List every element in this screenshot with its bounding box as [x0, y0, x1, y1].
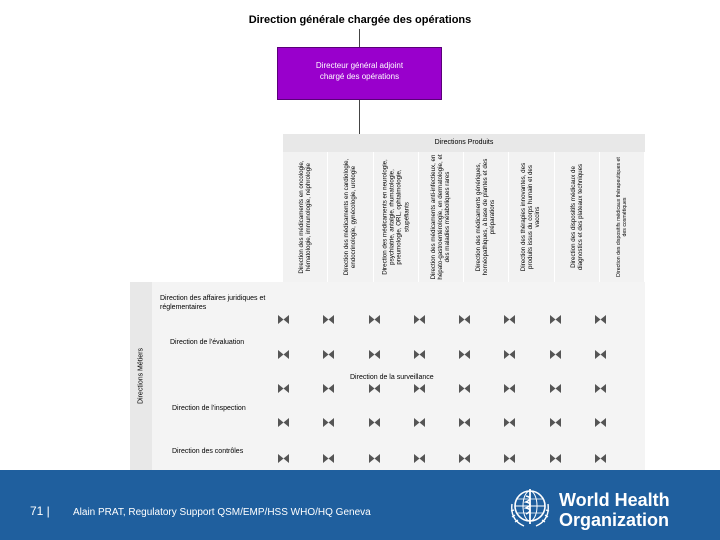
page-title: Direction générale chargée des opérations [248, 14, 472, 26]
matrix-intersection-icon [595, 384, 606, 393]
metier-controles: Direction des contrôles [172, 448, 244, 455]
matrix-intersection-icon [278, 418, 289, 427]
product-direction-column [464, 152, 509, 282]
matrix-intersection-icon [550, 350, 561, 359]
matrix-intersection-icon [550, 418, 561, 427]
matrix-intersection-icon [323, 315, 334, 324]
matrix-intersection-icon [369, 454, 380, 463]
connector-deputy-down [359, 100, 360, 134]
page-number: 71 | [30, 504, 50, 518]
product-direction-label: Direction des médicaments en oncologie, hématologie, immunologie, néphrologie [297, 160, 313, 274]
matrix-intersection-icon [595, 350, 606, 359]
matrix-intersection-icon [323, 418, 334, 427]
who-emblem-icon [506, 484, 554, 532]
matrix-intersection-icon [504, 454, 515, 463]
metiers-band [130, 282, 152, 470]
matrix-intersection-icon [550, 315, 561, 324]
matrix-intersection-icon [278, 315, 289, 324]
deputy-title-line1: Directeur général adjoint [315, 61, 404, 70]
metier-surveillance: Direction de la surveillance [350, 374, 434, 381]
matrix-intersection-icon [323, 454, 334, 463]
product-direction-column [509, 152, 554, 282]
matrix-intersection-icon [459, 315, 470, 324]
who-logo-text [559, 490, 670, 530]
matrix-intersection-icon [278, 384, 289, 393]
product-direction-column [328, 152, 373, 282]
footer-credit: Alain PRAT, Regulatory Support QSM/EMP/HSS WHO/HQ Geneva [73, 507, 371, 518]
product-direction-label: Direction des médicaments anti-infectieux, en hépato-gastroentérologie, en dermatologie, et des maladies métaboliques rares [430, 154, 452, 280]
products-header: Directions Produits [283, 134, 645, 152]
metier-juridique: Direction des affaires juridiques et réglementaires [160, 295, 266, 311]
connector-top [359, 29, 360, 47]
product-direction-label: Direction des médicaments génériques, homéopathiques, à base de plantes et des préparations [475, 158, 497, 276]
product-direction-column [419, 152, 464, 282]
matrix-intersection-icon [323, 350, 334, 359]
matrix-intersection-icon [369, 418, 380, 427]
matrix-intersection-icon [595, 418, 606, 427]
matrix-intersection-icon [459, 384, 470, 393]
deputy-director-box [277, 47, 442, 100]
matrix-intersection-icon [459, 454, 470, 463]
matrix-intersection-icon [504, 384, 515, 393]
matrix-intersection-icon [595, 315, 606, 324]
product-direction-column [555, 152, 600, 282]
matrix-intersection-icon [550, 454, 561, 463]
deputy-title-line2: chargé des opérations [319, 72, 400, 81]
matrix-intersection-icon [278, 350, 289, 359]
product-direction-column [600, 152, 645, 282]
matrix-intersection-icon [369, 315, 380, 324]
metiers-header: Directions Métiers [137, 348, 145, 405]
product-direction-label: Direction des dispositifs médicaux thérapeutiques et des cosmétiques [615, 157, 628, 277]
product-direction-column [374, 152, 419, 282]
product-direction-label: Direction des dispositifs médicaux de diagnostics et des plateaux techniques [569, 163, 584, 271]
matrix-intersection-icon [278, 454, 289, 463]
matrix-intersection-icon [595, 454, 606, 463]
matrix-intersection-icon [369, 384, 380, 393]
matrix-intersection-icon [504, 350, 515, 359]
matrix-intersection-icon [414, 350, 425, 359]
matrix-intersection-icon [459, 418, 470, 427]
matrix-intersection-icon [323, 384, 334, 393]
metier-inspection: Direction de l'inspection [172, 405, 246, 412]
matrix-intersection-icon [414, 454, 425, 463]
who-line2: Organization [559, 510, 670, 530]
product-direction-label: Direction des médicaments en neurologie, psychiatrie, antalgie, rhumatologie, pneumologie, ORL, ophtalmologie, stupéfiants [381, 159, 410, 275]
metier-evaluation: Direction de l'évaluation [170, 339, 245, 346]
matrix-intersection-icon [504, 315, 515, 324]
matrix-intersection-icon [414, 315, 425, 324]
who-line1: World Health [559, 490, 670, 510]
matrix-intersection-icon [414, 418, 425, 427]
product-direction-label: Direction des thérapies innovantes, des produits issus du corps humain et des vaccins [520, 162, 542, 272]
matrix-intersection-icon [369, 350, 380, 359]
matrix-intersection-icon [414, 384, 425, 393]
product-direction-label: Direction des médicaments en cardiologie, endocrinologie, gynécologie, urologie [343, 158, 358, 276]
matrix-intersection-icon [459, 350, 470, 359]
product-direction-column [283, 152, 328, 282]
matrix-intersection-icon [504, 418, 515, 427]
matrix-intersection-icon [550, 384, 561, 393]
